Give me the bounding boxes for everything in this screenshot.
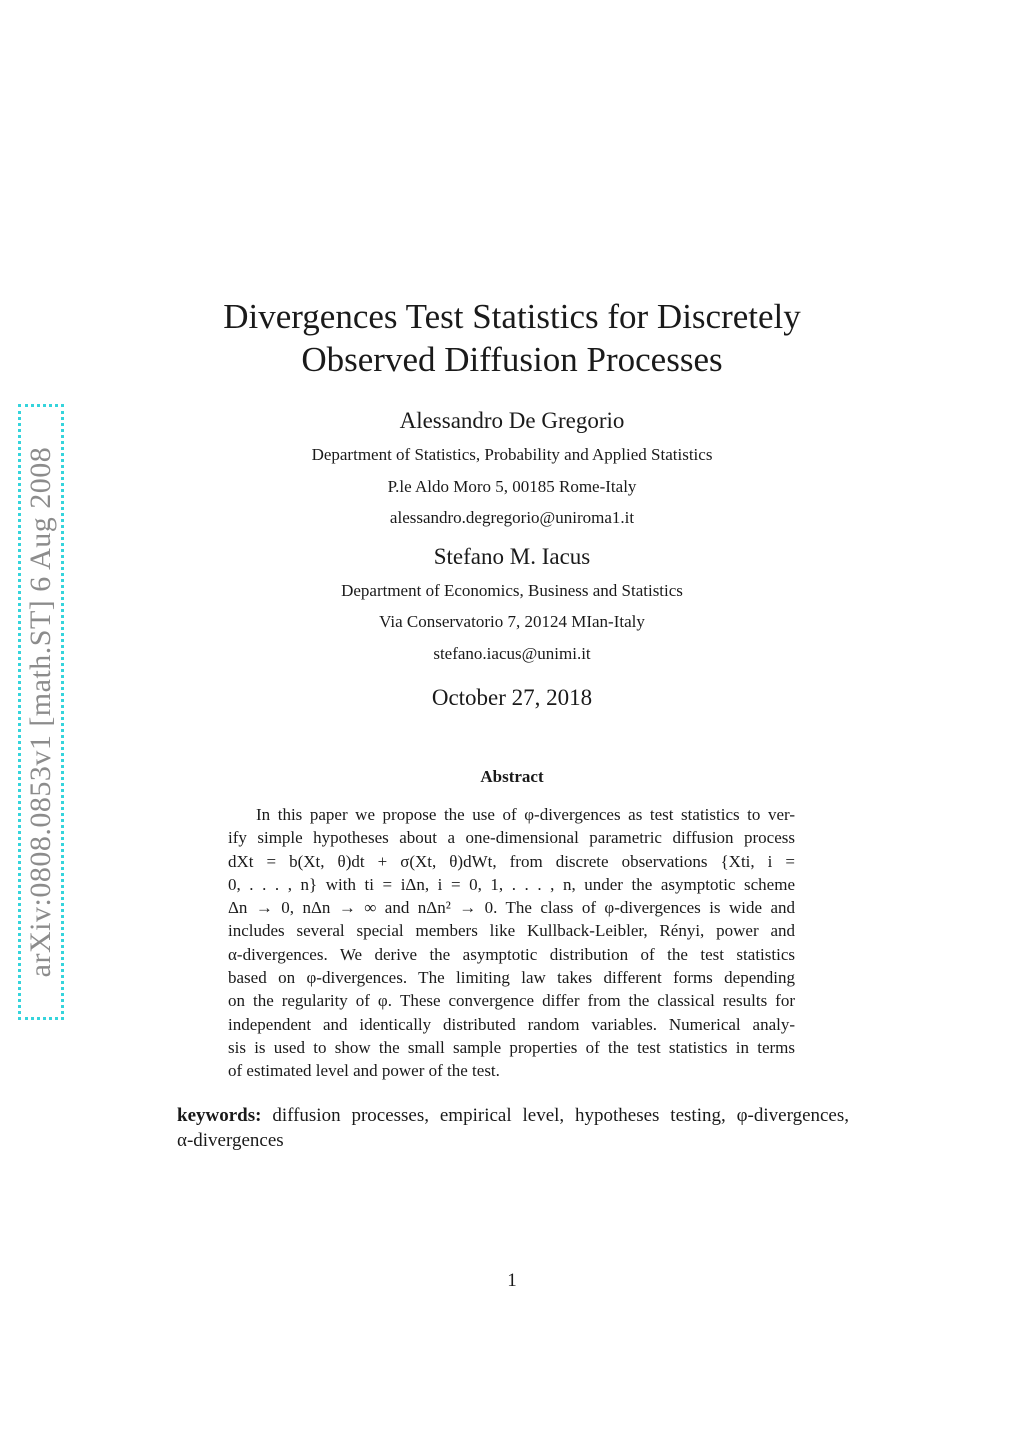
- title-line-1: Divergences Test Statistics for Discretely: [223, 297, 801, 336]
- paper-date: October 27, 2018: [431, 685, 593, 710]
- abstract-line: 0, . . . , n} with ti = iΔn, i = 0, 1, . . . , n, under the asymptotic scheme: [228, 874, 795, 894]
- author-2-name: Stefano M. Iacus: [433, 544, 591, 569]
- abstract-line: α-divergences. We derive the asymptotic distribution of the test statistics: [228, 944, 795, 964]
- abstract-line: ify simple hypotheses about a one-dimensional parametric diffusion process: [228, 828, 795, 848]
- author-1-address: P.le Aldo Moro 5, 00185 Rome-Italy: [387, 477, 637, 496]
- keywords-label: keywords:: [177, 1105, 262, 1126]
- abstract-line: of estimated level and power of the test.: [228, 1061, 500, 1081]
- abstract-line: based on φ-divergences. The limiting law takes different forms depending: [228, 968, 795, 988]
- abstract-heading: Abstract: [480, 767, 544, 786]
- page-number: 1: [507, 1270, 517, 1291]
- abstract-line: In this paper we propose the use of φ-divergences as test statistics to ver-: [256, 805, 795, 824]
- abstract-line: dXt = b(Xt, θ)dt + σ(Xt, θ)dWt, from discrete observations {Xti, i =: [228, 851, 795, 871]
- abstract-line: on the regularity of φ. These convergence differ from the classical results for: [228, 991, 795, 1011]
- abstract-line: Δn → 0, nΔn → ∞ and nΔn² → 0. The class of φ-divergences is wide and: [228, 898, 795, 918]
- paper-title: [0, 295, 1024, 381]
- title-line-2: Observed Diffusion Processes: [301, 340, 723, 379]
- abstract-line: includes several special members like Kullback-Leibler, Rényi, power and: [228, 921, 795, 941]
- author-1-department: Department of Statistics, Probability and Applied Statistics: [311, 445, 713, 464]
- author-2-department: Department of Economics, Business and Statistics: [341, 581, 683, 600]
- arxiv-stamp-text: arXiv:0808.0853v1 [math.ST] 6 Aug 2008: [24, 446, 57, 978]
- author-2-address: Via Conservatorio 7, 20124 MIan-Italy: [379, 612, 645, 631]
- abstract-line: independent and identically distributed random variables. Numerical analy-: [228, 1014, 795, 1034]
- keywords-section: [177, 1103, 849, 1153]
- keywords-line-1: [177, 1103, 849, 1128]
- keywords-text-2: α-divergences: [177, 1130, 284, 1151]
- keywords-text-1: diffusion processes, empirical level, hypotheses testing, φ-divergences,: [272, 1105, 850, 1126]
- author-2-email: stefano.iacus@unimi.it: [433, 644, 591, 663]
- author-1-email: alessandro.degregorio@uniroma1.it: [389, 508, 635, 527]
- author-1-name: Alessandro De Gregorio: [399, 408, 625, 433]
- abstract-line: sis is used to show the small sample properties of the test statistics in terms: [228, 1037, 795, 1057]
- abstract-body: [228, 803, 795, 1083]
